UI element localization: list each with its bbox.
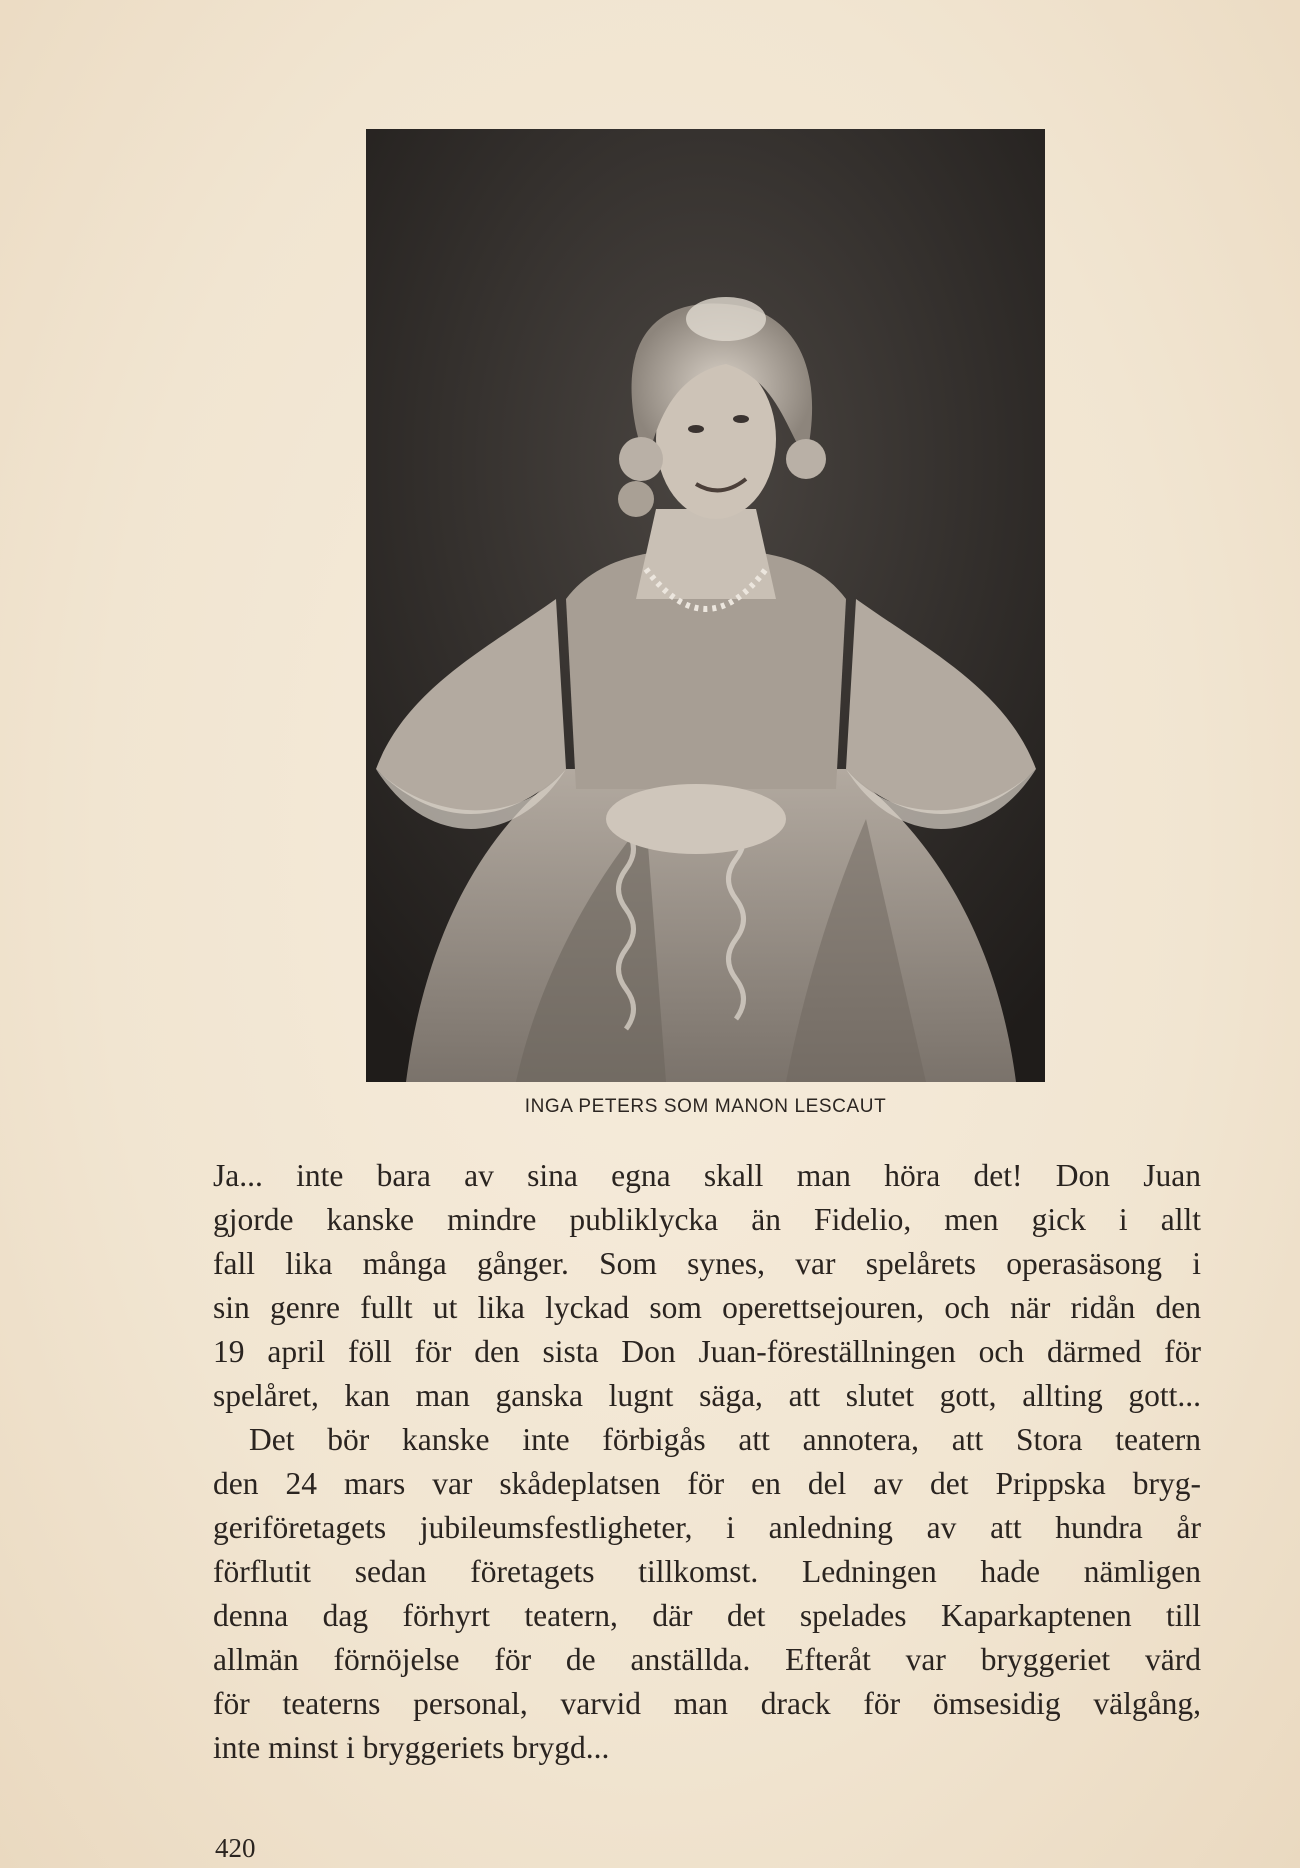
body-line: för teaterns personal, varvid man drack för ömsesidig välgång, [213, 1686, 1201, 1721]
body-line: Det bör kanske inte förbigås att annotera, att Stora teatern [249, 1422, 1201, 1457]
portrait-photo [366, 129, 1045, 1082]
body-line: spelåret, kan man ganska lugnt säga, att slutet gott, allting gott... [213, 1378, 1201, 1413]
body-line: gjorde kanske mindre publiklycka än Fidelio, men gick i allt [213, 1202, 1201, 1237]
photo-caption: INGA PETERS SOM MANON LESCAUT [524, 1096, 887, 1117]
portrait-photo-icon [366, 129, 1045, 1082]
body-line: denna dag förhyrt teatern, där det spelades Kaparkaptenen till [213, 1598, 1201, 1633]
page-number: 420 [215, 1833, 256, 1863]
body-line: sin genre fullt ut lika lyckad som operettsejouren, och när ridån den [213, 1290, 1201, 1325]
body-line: geriföretagets jubileumsfestligheter, i anledning av att hundra år [213, 1510, 1201, 1545]
body-line: allmän förnöjelse för de anställda. Efteråt var bryggeriet värd [213, 1642, 1201, 1677]
body-line: förflutit sedan företagets tillkomst. Ledningen hade nämligen [213, 1554, 1201, 1589]
body-line: den 24 mars var skådeplatsen för en del av det Prippska bryg- [213, 1466, 1201, 1501]
body-line: Ja... inte bara av sina egna skall man höra det! Don Juan [213, 1158, 1201, 1193]
body-line: 19 april föll för den sista Don Juan-föreställningen och därmed för [213, 1334, 1201, 1369]
body-line: fall lika många gånger. Som synes, var spelårets operasäsong i [213, 1246, 1201, 1281]
body-line: inte minst i bryggeriets brygd... [213, 1730, 610, 1765]
body-text [213, 1154, 1201, 1770]
